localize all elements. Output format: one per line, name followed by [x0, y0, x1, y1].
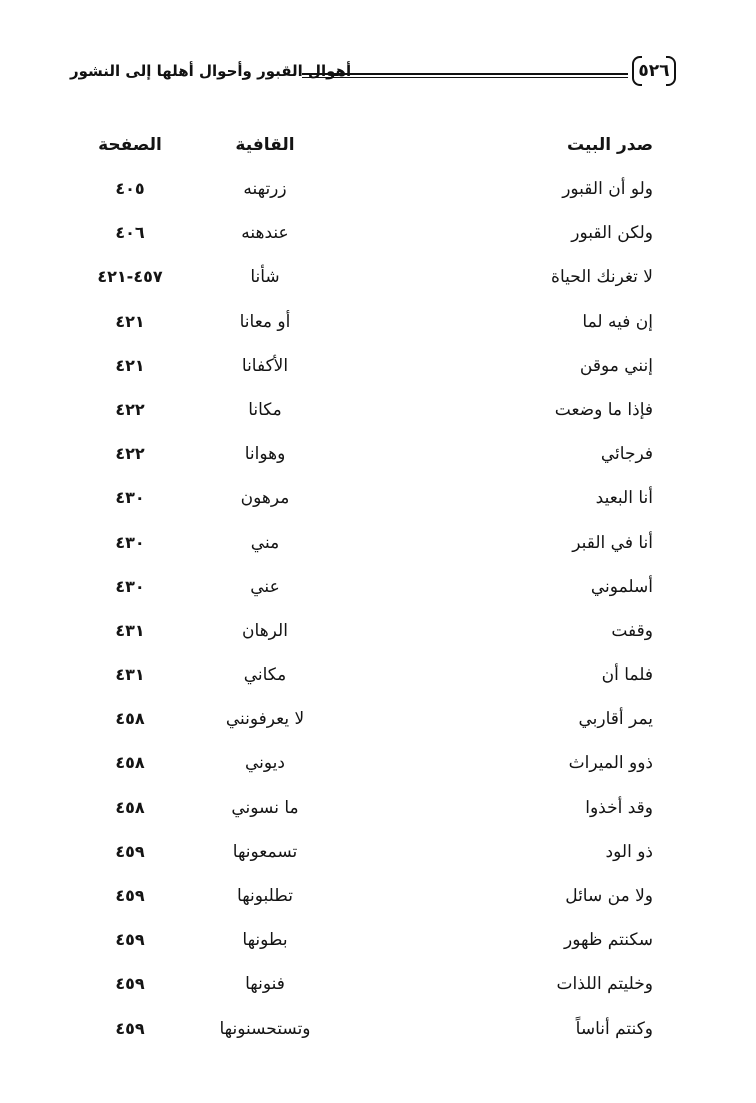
verse-opening: أنا في القبر [572, 532, 653, 553]
page-number-bracket-left [632, 56, 642, 86]
verse-opening: سكنتم ظهور [564, 930, 653, 951]
table-row [0, 967, 756, 1011]
page-reference: ٤٢١ [115, 355, 145, 375]
table-row [0, 923, 756, 967]
verse-opening: فلما أن [601, 665, 653, 686]
table-row [0, 260, 756, 304]
table-row [0, 1012, 756, 1056]
rhyme-word: ما نسوني [231, 797, 299, 818]
verse-opening: وقد أخذوا [585, 797, 653, 818]
verse-opening: أنا البعيد [595, 488, 653, 509]
rhyme-word: عندهنه [241, 223, 289, 244]
table-header [0, 128, 756, 162]
page-number-box [632, 56, 676, 86]
rhyme-word: مكاني [243, 665, 287, 686]
table-row [0, 879, 756, 923]
page-number: ٥٢٦ [638, 61, 670, 81]
verse-index-table [0, 172, 756, 1056]
verse-opening: إنني موقن [579, 355, 653, 376]
rhyme-word: تطلبونها [237, 886, 293, 906]
table-row [0, 570, 756, 614]
running-header [70, 56, 676, 92]
table-row [0, 437, 756, 481]
page-reference: ٤٣١ [115, 665, 145, 685]
table-row [0, 393, 756, 437]
rhyme-word: تسمعونها [232, 841, 298, 862]
verse-opening: إن فيه لما [582, 311, 653, 332]
rhyme-word: وهوانا [244, 444, 286, 465]
table-row [0, 305, 756, 349]
rhyme-word: زرتهنه [243, 179, 287, 199]
rhyme-word: الرهان [242, 620, 288, 641]
rhyme-word: مرهون [240, 488, 290, 509]
verse-opening: لا تغرنك الحياة [551, 267, 653, 288]
verse-opening: يمر أقاربي [578, 709, 653, 730]
page-reference: ٤٥٩ [115, 930, 145, 950]
table-row [0, 526, 756, 570]
table-row [0, 349, 756, 393]
rhyme-word: شأنا [250, 267, 280, 288]
rhyme-word: لا يعرفونني [225, 709, 305, 730]
table-row [0, 702, 756, 746]
rhyme-word: عني [250, 576, 280, 597]
rhyme-word: ديوني [245, 753, 285, 774]
page-reference: ٤٠٦ [115, 223, 145, 243]
page-reference: ٤٥٨ [115, 709, 145, 729]
table-row [0, 658, 756, 702]
page-reference: ٤٥٩ [115, 841, 145, 861]
page-reference: ٤٥٩ [115, 1018, 145, 1038]
table-row [0, 791, 756, 835]
table-row [0, 835, 756, 879]
page-reference: ٤٣٠ [115, 488, 145, 508]
rhyme-word: أو معانا [239, 311, 291, 332]
table-row [0, 746, 756, 790]
page-reference: ٤٠٥ [115, 179, 145, 198]
verse-opening: ولو أن القبور [562, 179, 653, 199]
column-header-verse: صدر البيت [566, 135, 653, 155]
page-reference: ٤٥٩ [115, 974, 145, 994]
verse-opening: ذوو الميراث [568, 753, 653, 774]
page-number-bracket-right [666, 56, 676, 86]
page-reference: ٤٥٧-٤٢١ [97, 267, 163, 287]
page-reference: ٤٢٢ [115, 399, 145, 419]
rhyme-word: مني [250, 532, 280, 553]
page-reference: ٤٥٩ [115, 886, 145, 905]
rhyme-word: مكانا [248, 399, 282, 420]
page-reference: ٤٢٢ [115, 444, 145, 464]
page-reference: ٤٣١ [115, 620, 145, 640]
page-reference: ٤٥٨ [115, 797, 145, 817]
rhyme-word: الأكفانا [241, 355, 289, 376]
verse-opening: فرجائي [600, 444, 653, 465]
verse-opening: وقفت [611, 620, 653, 641]
running-header-title: أهوال القبور وأحوال أهلها إلى النشور [70, 62, 352, 80]
page-reference: ٤٣٠ [115, 576, 145, 596]
rhyme-word: وتستحسنونها [219, 1018, 311, 1039]
column-header-rhyme: القافية [235, 135, 295, 155]
rhyme-word: بطونها [242, 930, 288, 951]
verse-opening: فإذا ما وضعت [554, 399, 653, 420]
page-reference: ٤٣٠ [115, 532, 145, 552]
verse-opening: وخليتم اللذات [556, 974, 653, 995]
table-row [0, 614, 756, 658]
table-row [0, 481, 756, 525]
verse-opening: ولا من سائل [565, 886, 653, 906]
verse-opening: ذو الود [605, 841, 653, 862]
verse-opening: وكنتم أناساً [575, 1018, 653, 1039]
verse-opening: ولكن القبور [571, 223, 653, 244]
header-rule [302, 73, 628, 78]
page-reference: ٤٢١ [115, 311, 145, 331]
table-row [0, 216, 756, 260]
table-row [0, 172, 756, 216]
column-header-page: الصفحة [98, 135, 162, 155]
page-reference: ٤٥٨ [115, 753, 145, 773]
verse-opening: أسلموني [590, 576, 653, 597]
rhyme-word: فنونها [245, 974, 285, 995]
